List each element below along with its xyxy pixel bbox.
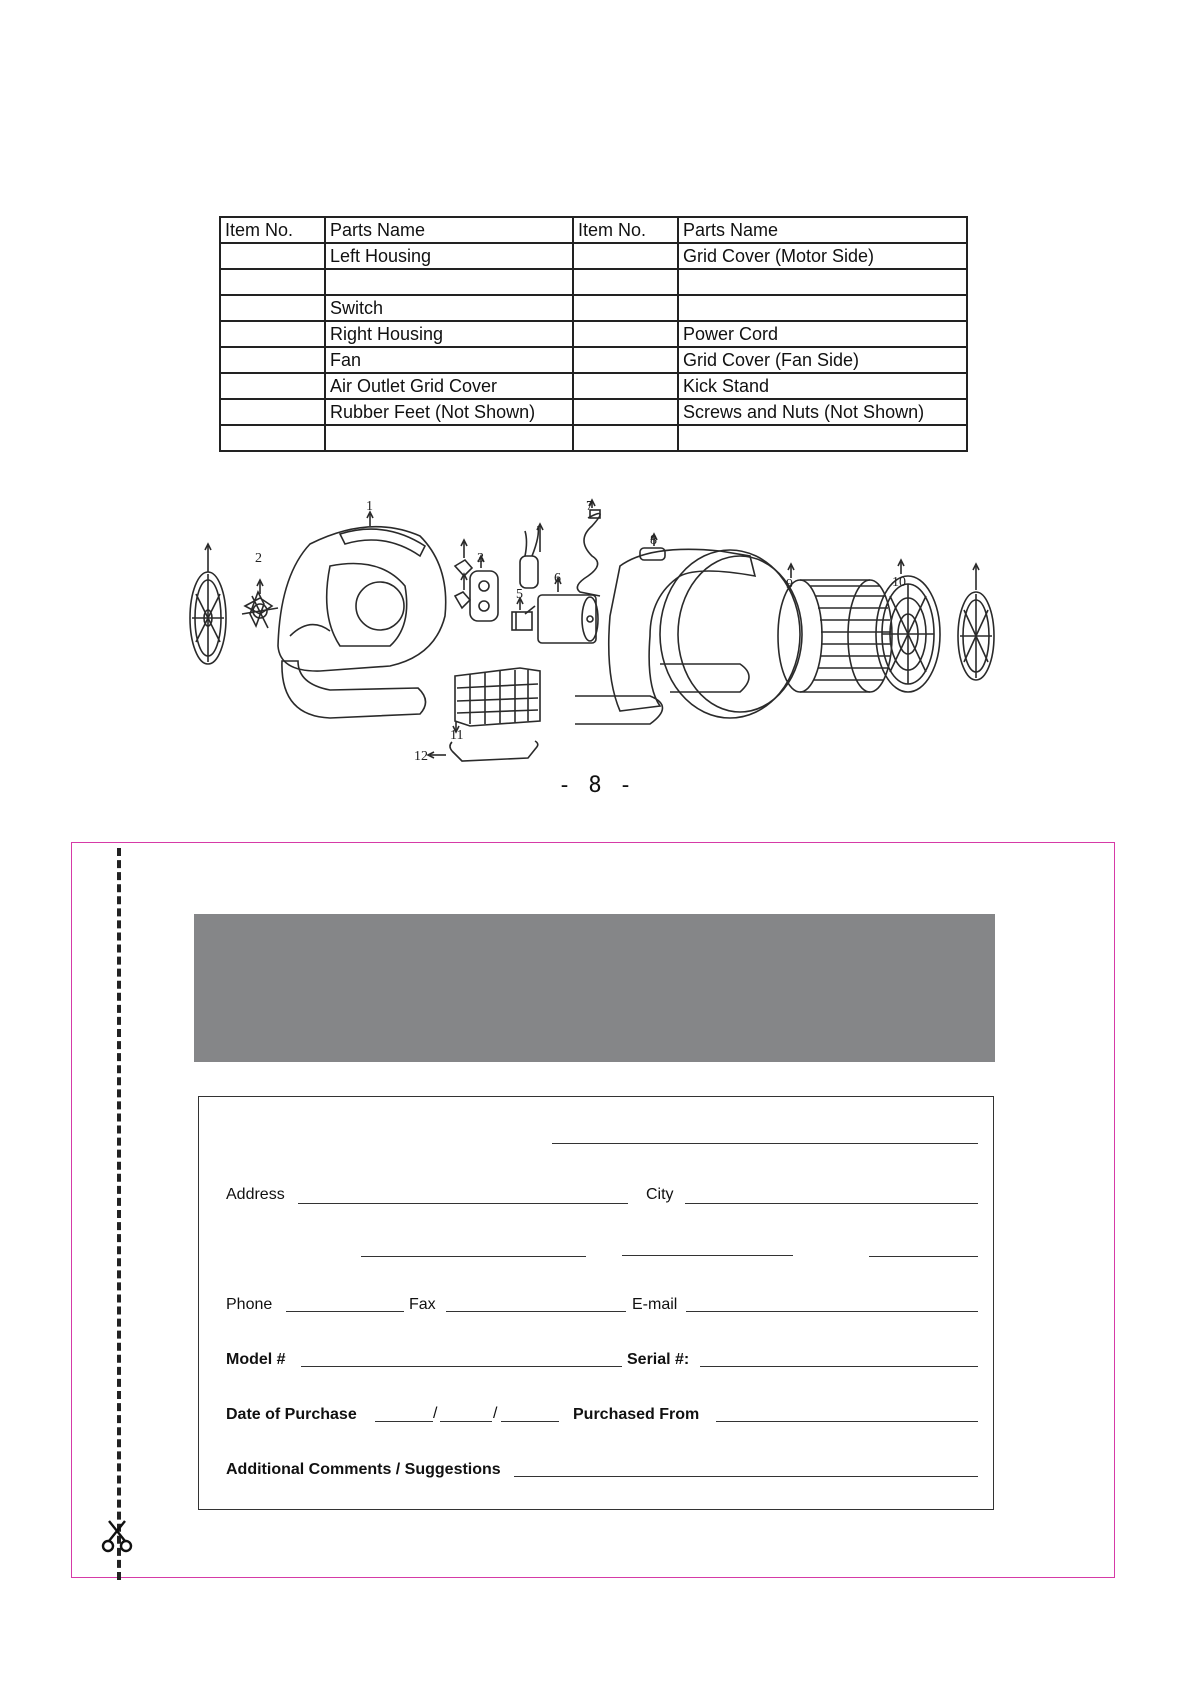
callout-12: 12 [414,749,428,764]
purchase-year-field[interactable] [501,1421,559,1422]
table-cell-right-name: Grid Cover (Motor Side) [678,243,967,269]
callout-10: 10 [892,575,906,590]
date-separator: / [433,1405,438,1422]
scissors-icon [100,1519,134,1553]
left-housing [278,527,446,718]
table-row [220,295,967,321]
switch [470,571,498,621]
table-row [220,399,967,425]
table-cell-right-name: Screws and Nuts (Not Shown) [678,399,967,425]
connector [512,612,532,630]
table-cell-right-name: Power Cord [678,321,967,347]
callout-6: 6 [554,571,561,586]
table-row [220,373,967,399]
callout-8: 7 [586,499,593,514]
fan-hub [242,592,278,628]
table-cell-left-item [220,425,325,451]
parts-table-body [220,217,967,451]
table-cell-right-item [573,373,678,399]
zip-field[interactable] [622,1255,793,1256]
table-cell-right-name: Kick Stand [678,373,967,399]
header-parts-name-right: Parts Name [678,217,967,243]
table-cell-left-name: Left Housing [325,243,573,269]
purchase-day-field[interactable] [440,1421,492,1422]
table-cell-left-item [220,347,325,373]
table-cell-right-item [573,347,678,373]
table-cell-left-name: Rubber Feet (Not Shown) [325,399,573,425]
email-label: E-mail [632,1296,678,1313]
motor [525,595,598,643]
kick-stand [450,741,538,761]
table-cell-right-name [678,269,967,295]
grid-cover-motor-side [190,572,226,664]
table-cell-right-name [678,425,967,451]
table-cell-right-name [678,295,967,321]
table-row [220,347,967,373]
table-row [220,321,967,347]
table-cell-left-item [220,243,325,269]
table-row [220,425,967,451]
header-parts-name-left: Parts Name [325,217,573,243]
table-cell-left-item [220,269,325,295]
table-cell-right-item [573,295,678,321]
callout-2: 2 [255,551,262,566]
phone-field[interactable] [286,1311,404,1312]
model-label: Model # [226,1351,286,1368]
city-field[interactable] [685,1203,978,1204]
callout-11: 11 [450,728,464,743]
date-of-purchase-label: Date of Purchase [226,1406,357,1423]
table-cell-right-name: Grid Cover (Fan Side) [678,347,967,373]
power-cord [577,510,600,596]
callout-5: 5 [516,587,523,602]
table-cell-left-item [220,295,325,321]
table-cell-right-item [573,243,678,269]
table-cell-right-item [573,321,678,347]
comments-label: Additional Comments / Suggestions [226,1461,501,1478]
outlet-grid-cover [876,576,940,692]
callout-9: 9 [786,577,793,592]
fax-field[interactable] [446,1311,626,1312]
comments-field[interactable] [514,1476,978,1477]
purchased-from-label: Purchased From [573,1406,700,1423]
page-number: - 8 - [557,773,635,798]
table-cell-left-name: Air Outlet Grid Cover [325,373,573,399]
table-cell-right-item [573,425,678,451]
email-field[interactable] [686,1311,978,1312]
header-item-no-right: Item No. [573,217,678,243]
table-row [220,243,967,269]
header-item-no-left: Item No. [220,217,325,243]
table-cell-right-item [573,399,678,425]
grid-cover-fan-side [958,592,994,680]
address-field[interactable] [298,1203,628,1204]
phone-label: Phone [226,1296,273,1313]
cut-line [117,848,121,1580]
exploded-parts-diagram [180,496,1010,766]
model-field[interactable] [301,1366,622,1367]
table-cell-left-name [325,425,573,451]
callout-1: 1 [366,499,373,514]
serial-field[interactable] [700,1366,978,1367]
table-cell-left-name [325,269,573,295]
table-cell-left-name: Switch [325,295,573,321]
table-cell-left-item [220,399,325,425]
parts-table-header [220,217,967,243]
table-cell-left-name: Fan [325,347,573,373]
address-label: Address [226,1186,285,1203]
fax-label: Fax [409,1296,436,1313]
parts-table [219,216,968,452]
name-field[interactable] [552,1143,978,1144]
city-label: City [646,1186,674,1203]
table-cell-left-item [220,321,325,347]
callout-3: 3 [477,551,484,566]
right-housing [575,548,802,724]
registration-header-band [194,914,995,1062]
date-separator: / [493,1405,498,1422]
capacitor [520,526,538,588]
purchase-month-field[interactable] [375,1421,433,1422]
table-cell-right-item [573,269,678,295]
purchased-from-field[interactable] [716,1421,978,1422]
country-field[interactable] [869,1256,978,1257]
callout-7: 8 [650,533,657,548]
table-cell-left-name: Right Housing [325,321,573,347]
registration-form [198,1096,994,1510]
serial-label: Serial #: [627,1351,690,1368]
air-outlet-grid-cover [455,668,540,726]
state-field[interactable] [361,1256,586,1257]
table-row [220,269,967,295]
table-cell-left-item [220,373,325,399]
